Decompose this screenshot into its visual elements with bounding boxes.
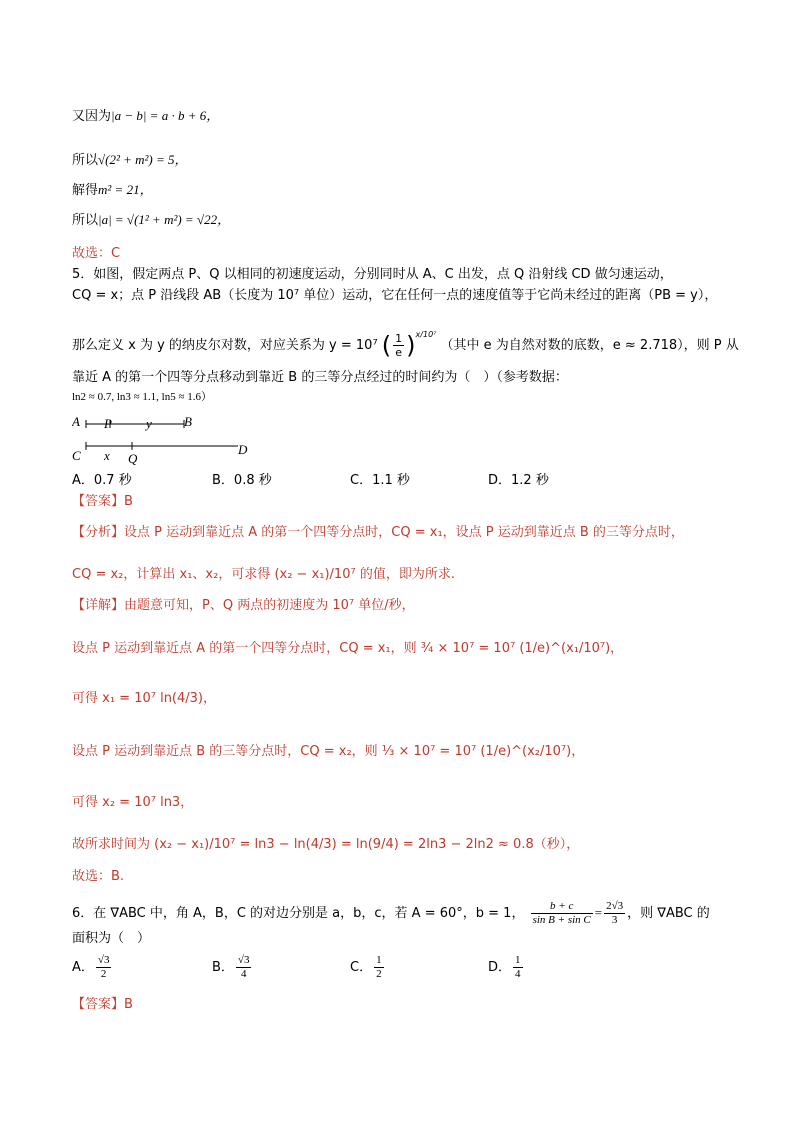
q5-detail-4: 设点 P 运动到靠近点 B 的三等分点时，CQ = x₂，则 ⅓ × 10⁷ = 10⁷ (1/e)^(x₂/10⁷)， (72, 744, 585, 759)
math-expr: √(2² + m²) = 5， (98, 152, 188, 167)
math-expr: |a − b| = a · b + 6， (111, 108, 220, 123)
q6-stem-2: 面积为（ ） (72, 931, 151, 946)
q5-reference-data: ln2 ≈ 0.7, ln3 ≈ 1.1, ln5 ≈ 1.6） (72, 391, 213, 403)
text: 那么定义 x 为 y 的纳皮尔对数，对应关系为 y = 10⁷ (72, 338, 378, 353)
choice-c: 故选：C (72, 246, 121, 261)
q5-option-d: D．1.2 秒 (488, 473, 549, 488)
segment-diagram (72, 410, 272, 466)
q6-option-c (350, 954, 386, 981)
line-solve (72, 181, 153, 200)
text: 又因为 (72, 109, 112, 124)
detail-tag: 【详解】 (72, 598, 125, 613)
fraction-bc-over-sin (531, 900, 593, 927)
paren-left: ( (381, 331, 392, 360)
q5-option-c: C．1.1 秒 (350, 473, 410, 488)
q5-analysis-1 (72, 524, 684, 542)
option-fraction (374, 954, 384, 981)
frac-den: 4 (240, 968, 247, 980)
option-fraction (236, 954, 252, 981)
frac-den: sin B + sin C (532, 914, 591, 926)
text: 所以 (72, 153, 99, 168)
frac-den: 3 (611, 914, 618, 926)
option-label: D． (488, 960, 512, 975)
frac-num: 2√3 (606, 900, 624, 912)
option-fraction (96, 954, 112, 981)
fraction-1-over-e: $\frac{1}{e}$ (395, 332, 403, 359)
equals: = (594, 905, 603, 920)
line-so-1 (72, 151, 188, 170)
q6-option-a (72, 954, 113, 981)
q5-option-b: B．0.8 秒 (212, 473, 272, 488)
frac-num: √3 (237, 954, 250, 966)
text: （其中 e 为自然对数的底数，e ≈ 2.718），则 P 从 (440, 338, 739, 353)
exponent-x-over-10e7: x/10⁷ (415, 330, 437, 339)
label-d: D (238, 442, 248, 457)
q5-stem-4: 靠近 A 的第一个四等分点移动到靠近 B 的三等分点经过的时间约为（ ）（参考数据： (72, 370, 568, 385)
frac-den: 4 (515, 968, 521, 980)
text: 设点 P 运动到靠近点 A 的第一个四等分点时，CQ = x₁，设点 P 运动到靠近点 B 的三等分点时， (124, 525, 684, 540)
label-b: B (184, 414, 192, 429)
option-fraction (513, 954, 523, 981)
q5-stem-1: 5．如图，假定两点 P、Q 以相同的初速度运动，分别同时从 A、C 出发，点 Q 沿射线 CD 做匀速运动， (72, 267, 673, 282)
q5-stem-3 (72, 326, 739, 359)
q5-analysis-2: CQ = x₂，计算出 x₁、x₂，可求得 (x₂ − x₁)/10⁷ 的值，即为所求. (72, 567, 455, 582)
q5-stem-2: CQ = x；点 P 沿线段 AB（长度为 10⁷ 单位）运动，它在任何一点的速度值等于它尚未经过的距离（PB = y）， (72, 288, 718, 303)
math-expr: |a| = √(1² + m²) = √22， (98, 212, 231, 227)
text: 6．在 ∇ABC 中，角 A，B，C 的对边分别是 a，b，c，若 A = 60°，b = 1， (72, 906, 525, 921)
line-because (72, 107, 219, 126)
q6-option-b (212, 954, 253, 981)
label-x: x (104, 448, 110, 463)
q5-detail-3: 可得 x₁ = 10⁷ ln(4/3)， (72, 691, 216, 706)
frac-num: b + c (531, 900, 593, 914)
frac-num: √3 (97, 954, 110, 966)
label-a: A (72, 414, 80, 429)
text: ，则 ∇ABC 的 (627, 906, 710, 921)
q6-stem-1 (72, 900, 710, 927)
frac-num: 1 (515, 954, 521, 966)
frac-den: 2 (376, 968, 382, 980)
frac-num: 1 (376, 954, 382, 966)
text: 所以 (72, 213, 99, 228)
option-label: A． (72, 960, 94, 975)
text: 由题意可知，P、Q 两点的初速度为 10⁷ 单位/秒， (124, 598, 415, 613)
q5-detail-2: 设点 P 运动到靠近点 A 的第一个四等分点时，CQ = x₁，则 ¾ × 10⁷ = 10⁷ (1/e)^(x₁/10⁷)， (72, 641, 624, 656)
q5-answer: 【答案】B (72, 494, 133, 509)
fraction-2sqrt3-over-3 (604, 900, 625, 927)
option-label: B． (212, 960, 234, 975)
text: 解得 (72, 183, 99, 198)
option-label: C． (350, 960, 373, 975)
label-q: Q (128, 451, 138, 466)
label-p: P (104, 416, 112, 431)
label-c: C (72, 448, 81, 463)
q5-conclusion: 故选：B. (72, 869, 125, 884)
q5-option-a: A．0.7 秒 (72, 473, 132, 488)
line-so-2 (72, 211, 230, 230)
math-expr: m² = 21， (98, 182, 153, 197)
q5-detail-6: 故所求时间为 (x₂ − x₁)/10⁷ = ln3 − ln(4/3) = ln(9/4) = 2ln3 − 2ln2 ≈ 0.8（秒）， (72, 837, 580, 852)
analysis-tag: 【分析】 (72, 525, 125, 540)
q5-detail-5: 可得 x₂ = 10⁷ ln3， (72, 795, 194, 810)
q6-answer: 【答案】B (72, 997, 133, 1012)
label-y: y (146, 416, 152, 431)
frac-den: 2 (100, 968, 107, 980)
q6-option-d (488, 954, 525, 981)
paren-right: ) (406, 331, 416, 360)
q5-detail-1 (72, 597, 415, 615)
